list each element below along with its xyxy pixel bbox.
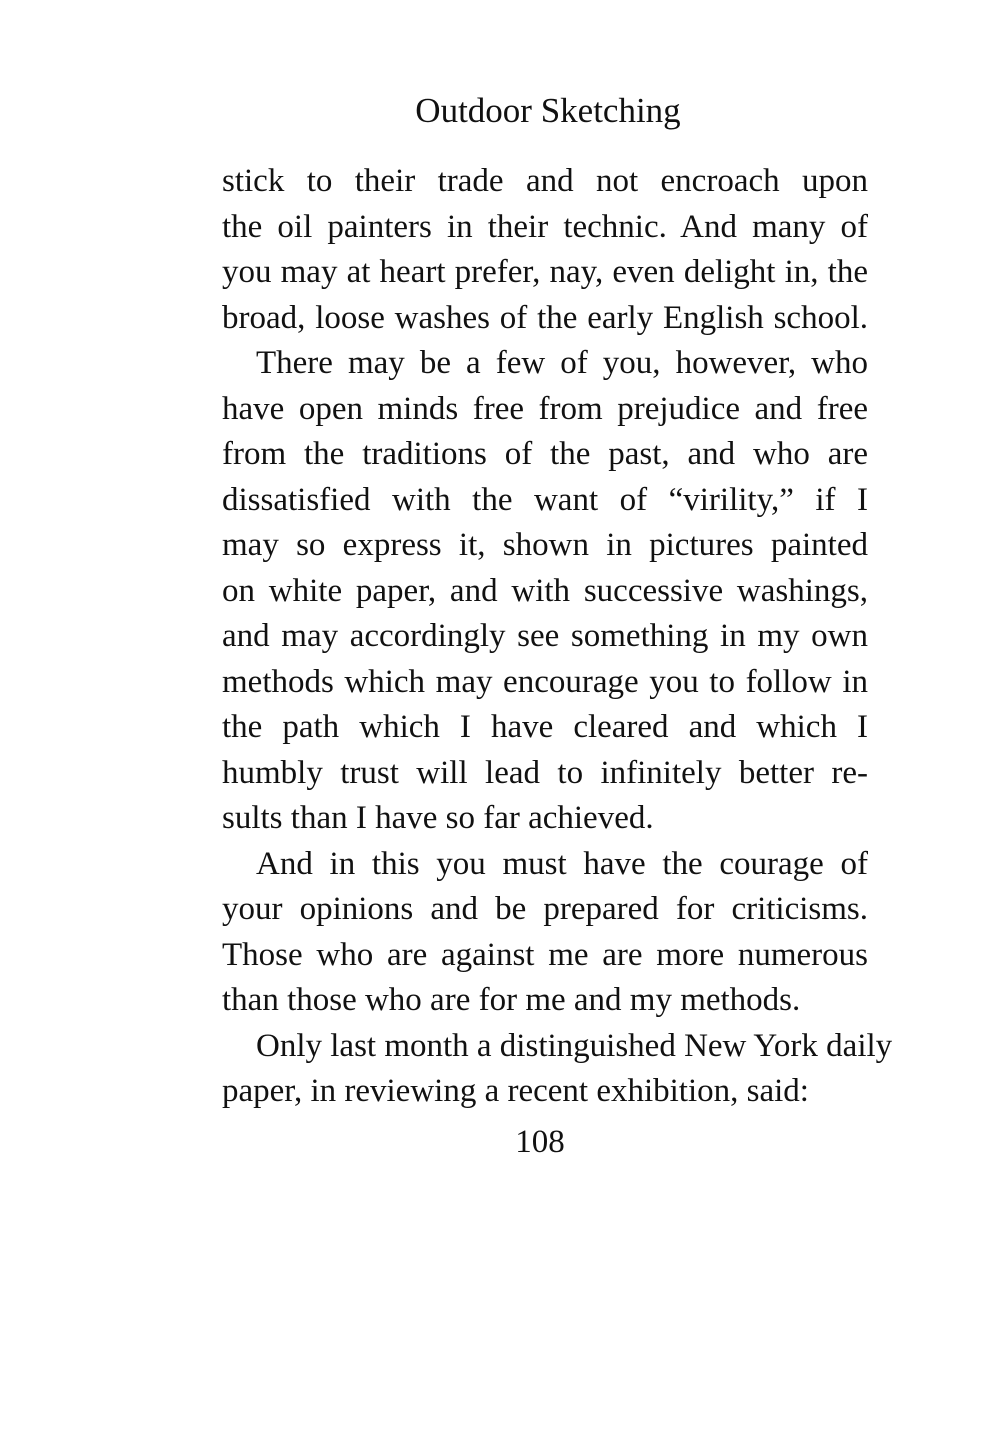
page-number: 108 bbox=[515, 1124, 565, 1160]
paragraph-4 bbox=[222, 1024, 893, 1115]
text-line: stick to their trade and not encroach upon bbox=[222, 163, 868, 199]
text-line: sults than I have so far achieved. bbox=[222, 800, 654, 836]
text-line: paper, in reviewing a recent exhibition, said: bbox=[222, 1073, 809, 1109]
text-line: Those who are against me are more numerous bbox=[222, 936, 868, 973]
text-line: you may at heart prefer, nay, even delight in, the bbox=[222, 254, 868, 290]
body-text bbox=[222, 159, 893, 1115]
text-line: and may accordingly see something in my own bbox=[222, 618, 868, 654]
text-line: on white paper, and with successive washings, bbox=[222, 572, 868, 609]
text-line: have open minds free from prejudice and free bbox=[222, 390, 868, 427]
text-line: your opinions and be prepared for criticisms. bbox=[222, 891, 868, 927]
text-line: And in this you must have the courage of bbox=[256, 845, 868, 882]
paragraph-2 bbox=[222, 341, 868, 842]
text-line: methods which may encourage you to follow in bbox=[222, 663, 868, 700]
text-line: the oil painters in their technic. And many of bbox=[222, 208, 868, 245]
text-line: dissatisfied with the want of “virility,” if I bbox=[222, 481, 868, 518]
text-line: There may be a few of you, however, who bbox=[256, 345, 868, 381]
running-head: Outdoor Sketching bbox=[415, 91, 681, 130]
text-line: than those who are for me and my methods. bbox=[222, 982, 801, 1018]
paragraph-1 bbox=[222, 159, 868, 341]
text-line: the path which I have cleared and which I bbox=[222, 709, 868, 745]
paragraph-3 bbox=[222, 842, 868, 1024]
text-line: may so express it, shown in pictures painted bbox=[222, 527, 868, 563]
text-line: from the traditions of the past, and who are bbox=[222, 436, 868, 472]
text-line: Only last month a distinguished New York daily bbox=[256, 1027, 893, 1064]
text-line: humbly trust will lead to infinitely better re- bbox=[222, 754, 868, 791]
text-line: broad, loose washes of the early English school. bbox=[222, 299, 868, 336]
